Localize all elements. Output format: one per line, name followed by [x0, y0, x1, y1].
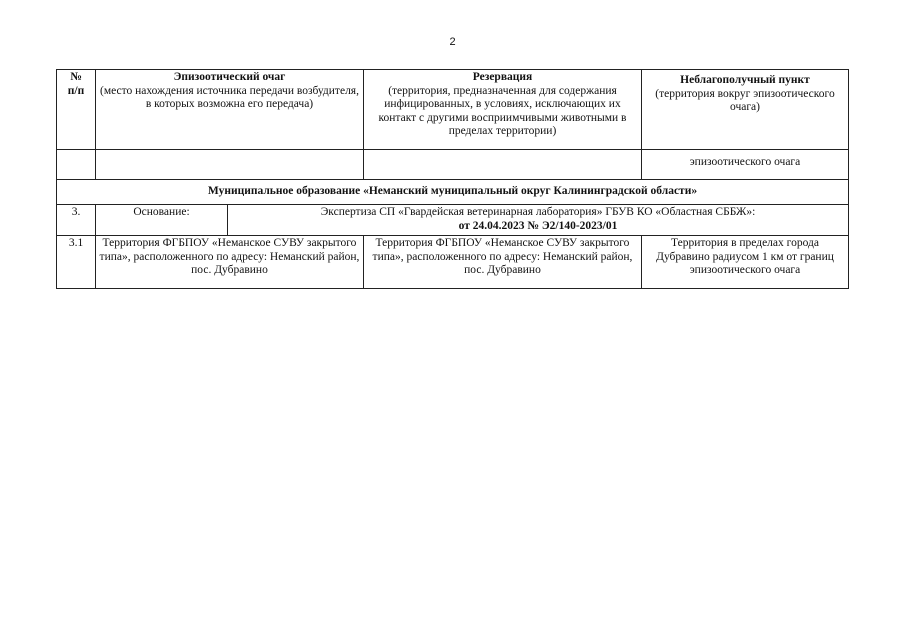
header-unfavorable	[642, 70, 849, 150]
header-unfavorable-title: Неблагополучный пункт	[680, 74, 810, 86]
row-reservation: Территория ФГБПОУ «Неманское СУВУ закрытого типа», расположенного по адресу: Неманский район, пос. Дубравино	[364, 236, 642, 289]
municipality-title: Муниципальное образование «Неманский муниципальный округ Калининградской области»	[57, 180, 849, 205]
header-focus-title: Эпизоотический очаг	[173, 71, 286, 83]
basis-label: Основание:	[96, 205, 228, 235]
header-reservation-desc: (территория, предназначенная для содержания инфицированных, в условиях, исключающих их контакт с другими восприимчивыми животными в пределах территории)	[378, 84, 627, 137]
cont-reservation	[364, 150, 642, 180]
header-num-sub: п/п	[67, 84, 85, 97]
row-num: 3.1	[57, 236, 96, 289]
basis-text-line2: от 24.04.2023 № Э2/140-2023/01	[458, 219, 618, 232]
cont-unfavorable: эпизоотического очага	[642, 150, 849, 180]
basis-cell	[96, 205, 849, 236]
header-num	[57, 70, 96, 150]
header-reservation-title: Резервация	[472, 71, 533, 83]
header-num-title: №	[70, 71, 82, 83]
basis-text	[228, 205, 848, 235]
page-number: 2	[449, 36, 456, 48]
header-reservation	[364, 70, 642, 150]
basis-row	[57, 205, 849, 236]
continuation-row	[57, 150, 849, 180]
basis-text-line1: Экспертиза СП «Гвардейская ветеринарная лаборатория» ГБУВ КО «Областная СББЖ»:	[320, 206, 756, 218]
table-header-row	[57, 70, 849, 150]
header-focus	[96, 70, 364, 150]
episootic-table	[56, 69, 849, 289]
row-unfavorable: Территория в пределах города Дубравино радиусом 1 км от границ эпизоотического очага	[642, 236, 849, 289]
cont-num	[57, 150, 96, 180]
header-focus-desc: (место нахождения источника передачи возбудителя, в которых возможна его передача)	[100, 84, 359, 110]
basis-num: 3.	[57, 205, 96, 236]
cont-focus	[96, 150, 364, 180]
municipality-row	[57, 180, 849, 205]
header-unfavorable-desc: (территория вокруг эпизоотического очага)	[655, 87, 835, 113]
row-focus: Территория ФГБПОУ «Неманское СУВУ закрытого типа», расположенного по адресу: Неманский район, пос. Дубравино	[96, 236, 364, 289]
table-row	[57, 236, 849, 289]
